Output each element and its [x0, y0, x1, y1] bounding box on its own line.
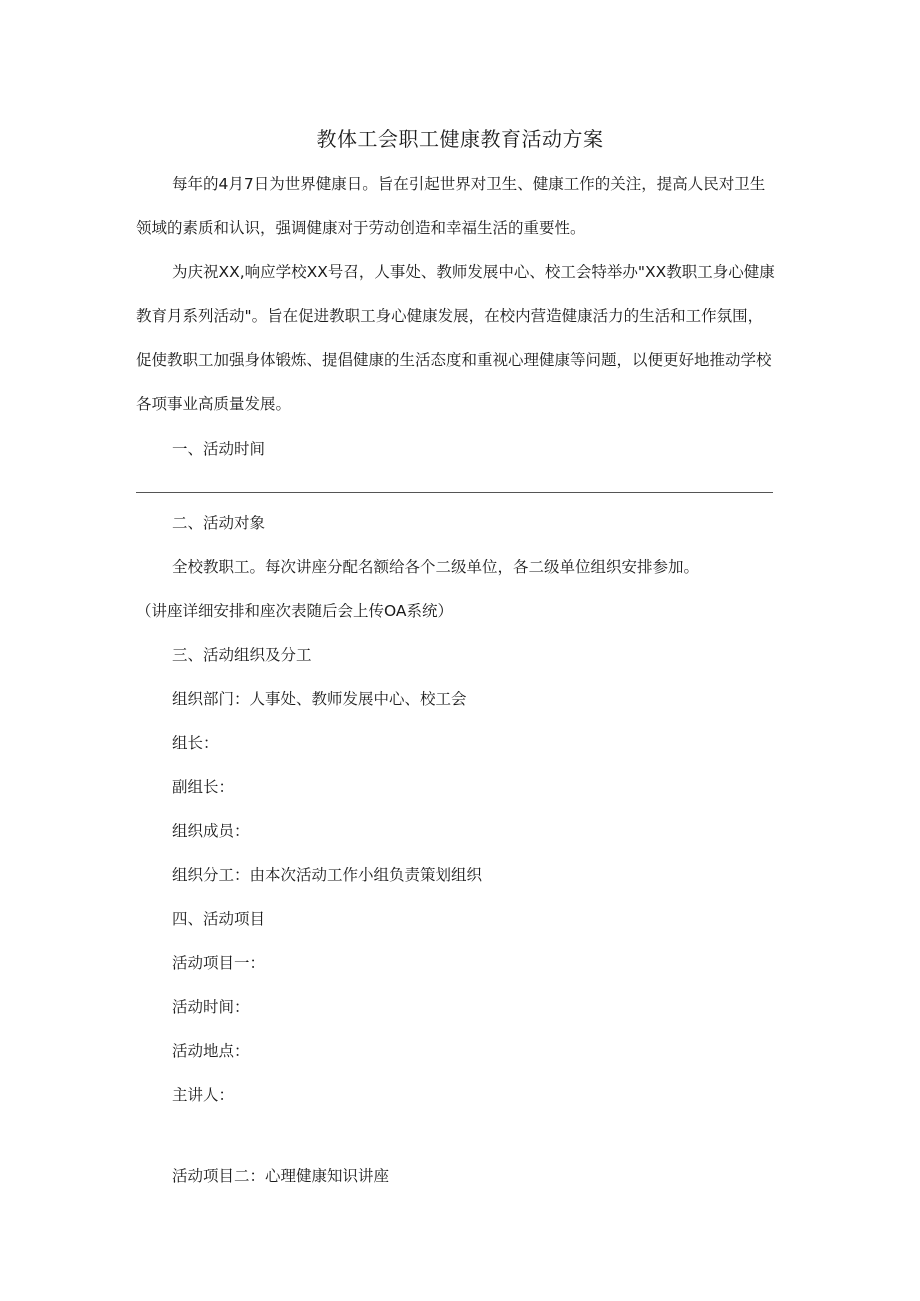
- org-division: 组织分工：由本次活动工作小组负责策划组织: [172, 866, 483, 884]
- project-one-place: 活动地点：: [172, 1042, 250, 1060]
- document-title: 教体工会职工健康教育活动方案: [316, 127, 604, 151]
- intro-paragraph: 每年的4月7日为世界健康日。旨在引起世界对卫生、健康工作的关注，提高人民对卫生领域的素质和认识，强调健康对于劳动创造和幸福生活的重要性。: [136, 175, 766, 237]
- org-vice-leader: 副组长：: [172, 778, 235, 796]
- purpose-paragraph: 为庆祝XX,响应学校XX号召，人事处、教师发展中心、校工会特举办"XX教职工身心健康教育月系列活动"。旨在促进教职工身心健康发展，在校内营造健康活力的生活和工作氛围，促使教职工加强身体锻炼、提倡健康的生活态度和重视心理健康等问题，以便更好地推动学校各项事业高质量发展。: [136, 263, 775, 413]
- horizontal-rule: [136, 492, 773, 493]
- section-heading-projects: 四、活动项目: [172, 910, 266, 928]
- section-heading-organization: 三、活动组织及分工: [172, 646, 312, 664]
- project-one-speaker: 主讲人：: [172, 1086, 235, 1104]
- org-department: 组织部门：人事处、教师发展中心、校工会: [172, 690, 467, 708]
- project-one: 活动项目一：: [172, 954, 266, 972]
- audience-note: （讲座详细安排和座次表随后会上传OA系统）: [136, 602, 454, 620]
- project-one-time: 活动时间：: [172, 998, 250, 1016]
- section-heading-time: 一、活动时间: [172, 440, 266, 458]
- project-two: 活动项目二：心理健康知识讲座: [172, 1167, 390, 1185]
- org-members: 组织成员：: [172, 822, 250, 840]
- org-leader: 组长：: [172, 734, 219, 752]
- audience-text: 全校教职工。每次讲座分配名额给各个二级单位，各二级单位组织安排参加。: [172, 558, 700, 576]
- section-heading-audience: 二、活动对象: [172, 514, 266, 532]
